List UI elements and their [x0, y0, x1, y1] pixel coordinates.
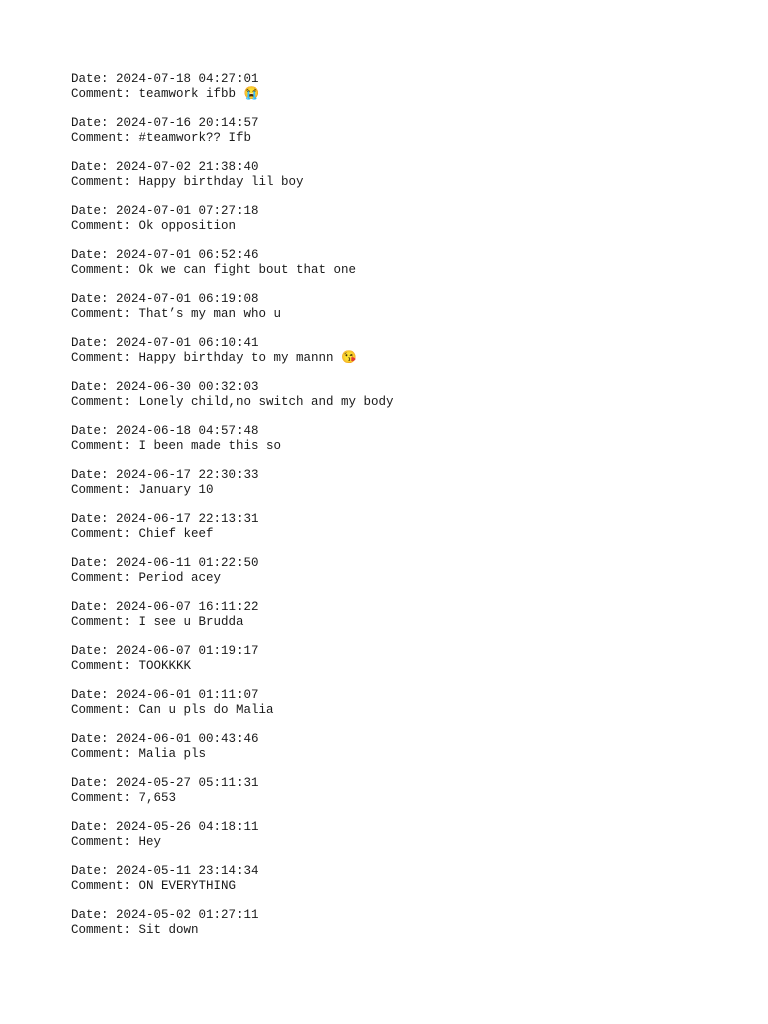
comment-entry	[71, 600, 751, 629]
comment-date-line	[71, 644, 751, 659]
date-label: Date:	[71, 116, 117, 130]
date-label: Date:	[71, 336, 117, 350]
comment-entry	[71, 644, 751, 673]
comment-label: Comment:	[71, 526, 139, 541]
comment-date: 2024-06-01 01:11:07	[116, 688, 259, 702]
comment-date-line	[71, 776, 751, 791]
comment-label: Comment:	[71, 746, 139, 761]
comment-entry	[71, 248, 751, 277]
comment-label: Comment:	[71, 262, 139, 277]
comment-text: ON EVERYTHING	[138, 878, 237, 893]
comment-date: 2024-06-18 04:57:48	[116, 424, 259, 438]
comment-entry	[71, 908, 751, 937]
comment-label: Comment:	[71, 306, 139, 321]
comment-date: 2024-07-01 07:27:18	[116, 204, 259, 218]
comment-date-line	[71, 864, 751, 879]
comment-entry	[71, 116, 751, 145]
comment-entry	[71, 556, 751, 585]
date-label: Date:	[71, 292, 117, 306]
comment-entry	[71, 864, 751, 893]
comment-text: That’s my man who u	[138, 306, 282, 321]
comment-date-line	[71, 688, 751, 703]
comment-text: Lonely child,no switch and my body	[138, 394, 394, 409]
comment-entry	[71, 512, 751, 541]
comment-text-line	[71, 307, 751, 322]
comment-text: TOOKKKK	[138, 658, 192, 673]
comment-text: Ok we can fight bout that one	[138, 262, 357, 277]
comment-text: Period acey	[138, 570, 222, 585]
comment-entry	[71, 468, 751, 497]
comment-label: Comment:	[71, 218, 139, 233]
comment-date-line	[71, 248, 751, 263]
comment-date-line	[71, 424, 751, 439]
comment-label: Comment:	[71, 834, 139, 849]
date-label: Date:	[71, 72, 117, 86]
comment-entry	[71, 380, 751, 409]
comment-date: 2024-06-17 22:30:33	[116, 468, 259, 482]
comment-label: Comment:	[71, 394, 139, 409]
comment-text-line	[71, 703, 751, 718]
comment-text-line	[71, 131, 751, 146]
comment-text-line	[71, 747, 751, 762]
comment-entry	[71, 820, 751, 849]
comment-entry	[71, 72, 751, 101]
comment-text-line	[71, 351, 751, 366]
comment-label: Comment:	[71, 570, 139, 585]
comment-entry	[71, 292, 751, 321]
comment-date-line	[71, 512, 751, 527]
comment-date: 2024-07-01 06:19:08	[116, 292, 259, 306]
comment-text-line	[71, 571, 751, 586]
comment-text: Ok opposition	[138, 218, 237, 233]
date-label: Date:	[71, 204, 117, 218]
comment-text-line	[71, 175, 751, 190]
comment-label: Comment:	[71, 658, 139, 673]
comment-text: I see u Brudda	[138, 614, 244, 629]
comment-date: 2024-07-16 20:14:57	[116, 116, 259, 130]
date-label: Date:	[71, 380, 117, 394]
comment-entry	[71, 732, 751, 761]
date-label: Date:	[71, 864, 117, 878]
comment-date: 2024-05-27 05:11:31	[116, 776, 259, 790]
comment-text: Hey	[138, 834, 162, 849]
comment-entry	[71, 160, 751, 189]
date-label: Date:	[71, 556, 117, 570]
date-label: Date:	[71, 732, 117, 746]
comment-text-line	[71, 659, 751, 674]
comment-date: 2024-06-30 00:32:03	[116, 380, 259, 394]
comment-text: Happy birthday lil boy	[138, 174, 304, 189]
comment-text-line	[71, 87, 751, 102]
comment-date-line	[71, 468, 751, 483]
comment-date: 2024-07-02 21:38:40	[116, 160, 259, 174]
comment-entry	[71, 204, 751, 233]
comment-text: I been made this so	[138, 438, 282, 453]
date-label: Date:	[71, 512, 117, 526]
comment-label: Comment:	[71, 702, 139, 717]
comment-date: 2024-05-11 23:14:34	[116, 864, 259, 878]
comment-label: Comment:	[71, 130, 139, 145]
comment-date: 2024-06-11 01:22:50	[116, 556, 259, 570]
comment-date: 2024-05-26 04:18:11	[116, 820, 259, 834]
comment-text-line	[71, 791, 751, 806]
comment-text-line	[71, 395, 751, 410]
comment-text: #teamwork?? Ifb	[138, 130, 252, 145]
comment-date-line	[71, 732, 751, 747]
comment-date: 2024-06-17 22:13:31	[116, 512, 259, 526]
comment-date-line	[71, 292, 751, 307]
comment-label: Comment:	[71, 790, 139, 805]
comment-label: Comment:	[71, 350, 139, 365]
comment-text-line	[71, 923, 751, 938]
date-label: Date:	[71, 688, 117, 702]
comment-text-line	[71, 879, 751, 894]
comment-date: 2024-07-01 06:52:46	[116, 248, 259, 262]
comment-date: 2024-06-07 16:11:22	[116, 600, 259, 614]
comment-text-line	[71, 483, 751, 498]
comment-date-line	[71, 72, 751, 87]
comment-text-line	[71, 219, 751, 234]
comment-date: 2024-07-01 06:10:41	[116, 336, 259, 350]
date-label: Date:	[71, 424, 117, 438]
comment-log	[71, 72, 751, 952]
comment-label: Comment:	[71, 614, 139, 629]
comment-date: 2024-06-07 01:19:17	[116, 644, 259, 658]
comment-text: Sit down	[138, 922, 199, 937]
comment-entry	[71, 336, 751, 365]
comment-date: 2024-06-01 00:43:46	[116, 732, 259, 746]
date-label: Date:	[71, 160, 117, 174]
comment-label: Comment:	[71, 86, 139, 101]
comment-label: Comment:	[71, 482, 139, 497]
date-label: Date:	[71, 644, 117, 658]
comment-entry	[71, 776, 751, 805]
comment-label: Comment:	[71, 922, 139, 937]
comment-entry	[71, 688, 751, 717]
comment-text: Can u pls do Malia	[138, 702, 274, 717]
comment-text-line	[71, 263, 751, 278]
comment-date-line	[71, 160, 751, 175]
comment-text: teamwork ifbb 😭	[138, 86, 260, 101]
comment-date: 2024-07-18 04:27:01	[116, 72, 259, 86]
comment-date-line	[71, 600, 751, 615]
comment-date-line	[71, 380, 751, 395]
comment-date-line	[71, 336, 751, 351]
comment-text-line	[71, 835, 751, 850]
comment-date-line	[71, 908, 751, 923]
comment-text: Chief keef	[138, 526, 214, 541]
comment-label: Comment:	[71, 878, 139, 893]
comment-text: January 10	[138, 482, 214, 497]
comment-date-line	[71, 556, 751, 571]
comment-date-line	[71, 116, 751, 131]
comment-label: Comment:	[71, 174, 139, 189]
date-label: Date:	[71, 908, 117, 922]
comment-text: Happy birthday to my mannn 😘	[138, 350, 357, 365]
date-label: Date:	[71, 468, 117, 482]
comment-date-line	[71, 820, 751, 835]
date-label: Date:	[71, 820, 117, 834]
date-label: Date:	[71, 776, 117, 790]
date-label: Date:	[71, 600, 117, 614]
comment-label: Comment:	[71, 438, 139, 453]
date-label: Date:	[71, 248, 117, 262]
comment-date-line	[71, 204, 751, 219]
comment-text-line	[71, 527, 751, 542]
comment-date: 2024-05-02 01:27:11	[116, 908, 259, 922]
comment-text: 7,653	[138, 790, 177, 805]
comment-text-line	[71, 439, 751, 454]
comment-text-line	[71, 615, 751, 630]
comment-text: Malia pls	[138, 746, 207, 761]
comment-entry	[71, 424, 751, 453]
